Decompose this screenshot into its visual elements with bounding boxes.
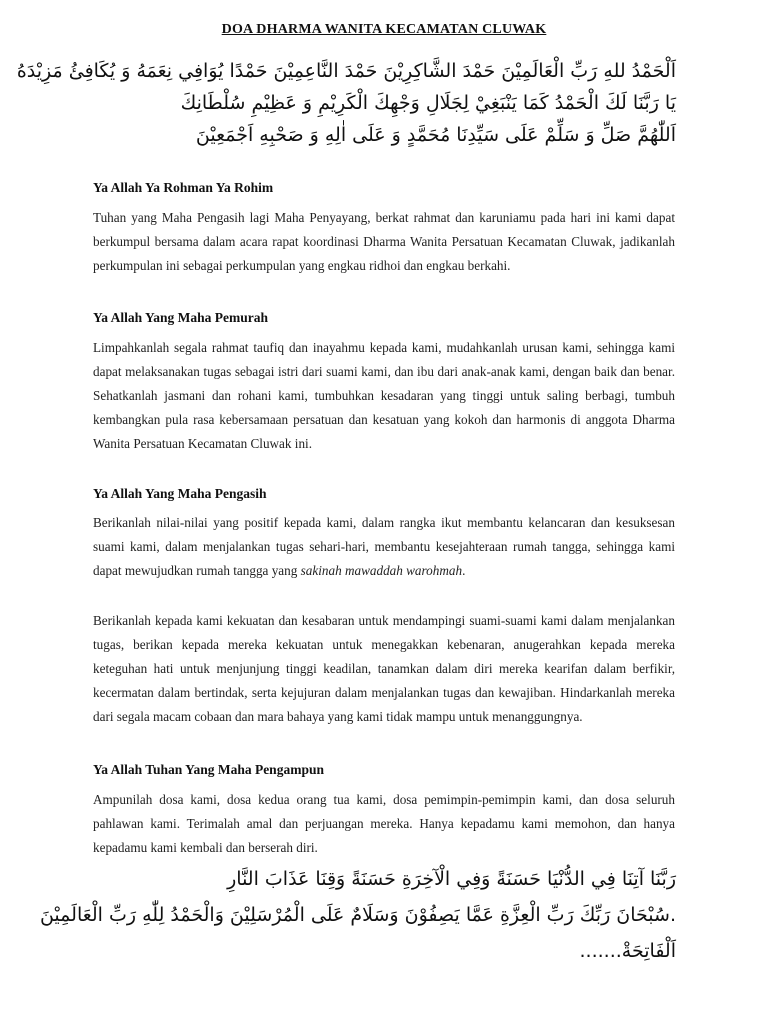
section-paragraph-pengampun: Ampunilah dosa kami, dosa kedua orang tua kami, dosa pemimpin-pemimpin kami, dan dosa seluruh pahlawan kami. Terimalah amal dan perjuangan mereka. Hanya kepadamu kami memohon, dan hanya kepadamu kami kembali dan berserah diri. [93, 792, 675, 855]
arabic-opening-line-3: اَللّٰهُمَّ صَلِّ وَ سَلِّمْ عَلَى سَيِّدِنَا مُحَمَّدٍ وَ عَلَى اٰلِهِ وَ صَحْبِهِ اَجْمَعِيْنَ [195, 124, 676, 146]
arabic-opening-line-1: اَلْحَمْدُ للهِ رَبِّ الْعَالَمِيْنَ حَمْدَ الشَّاكِرِيْنَ حَمْدَ النَّاعِمِيْنَ حَمْدًا يُوَافِي نِعَمَهُ وَ يُكَافِئُ مَزِيْدَهُ [16, 60, 676, 82]
paragraph-text: Berikanlah nilai-nilai yang positif kepada kami, dalam rangka ikut membantu kelancaran dan kesuksesan suami kami, dalam menjalankan tugas sehari-hari, membantu kesejahteraan rumah tangga, sehingga kami dapat mewujudkan rumah tangga yang [93, 515, 675, 578]
section-paragraph-pengasih-1: Berikanlah nilai-nilai yang positif kepada kami, dalam rangka ikut membantu kelancaran dan kesuksesan suami kami, dalam menjalankan tugas sehari-hari, membantu kesejahteraan rumah tangga, sehingga kami dapat mewujudkan rumah tangga yang sakinah mawaddah warohmah. [93, 515, 675, 578]
arabic-opening-line-2: يَا رَبَّنَا لَكَ الْحَمْدُ كَمَا يَنْبَغِيْ لِجَلَالِ وَجْهِكَ الْكَرِيْمِ وَ عَظِيْمِ سُلْطَانِكَ [180, 92, 676, 114]
document-title: DOA DHARMA WANITA KECAMATAN CLUWAK [221, 22, 547, 37]
section-paragraph-rohman: Tuhan yang Maha Pengasih lagi Maha Penyayang, berkat rahmat dan karuniamu pada hari ini kami dapat berkumpul bersama dalam acara rapat koordinasi Dharma Wanita Persatuan Kecamatan Cluwak, jadikanlah perkumpulan ini sebagai perkumpulan yang engkau ridhoi dan engkau berkahi. [93, 210, 675, 273]
section-heading-pemurah: Ya Allah Yang Maha Pemurah [93, 310, 269, 325]
italic-phrase: sakinah mawaddah warohmah [300, 563, 463, 578]
arabic-closing-line-2: .سُبْحَانَ رَبِّكَ رَبِّ الْعِزَّةِ عَمَّا يَصِفُوْنَ وَسَلَامٌ عَلَى الْمُرْسَلِيْنَ وَالْحَمْدُ لِلّٰهِ رَبِّ الْعَالَمِيْنَ [39, 904, 676, 926]
arabic-closing-line-1: رَبَّنَا آتِنَا فِي الدُّنْيَا حَسَنَةً وَفِي الْآخِرَةِ حَسَنَةً وَقِنَا عَذَابَ النَّارِ [227, 868, 676, 890]
section-heading-rohman: Ya Allah Ya Rohman Ya Rohim [93, 180, 274, 195]
arabic-closing-line-3: اَلْفَاتِحَةْ....... [579, 940, 676, 962]
section-paragraph-pemurah: Limpahkanlah segala rahmat taufiq dan inayahmu kepada kami, mudahkanlah urusan kami, sehingga kami dapat melaksanakan tugas sebagai istri dari suami kami, dan ibu dari anak-anak kami, dengan baik dan benar. Sehatkanlah jasmani dan rohani kami, tumbuhkan kesadaran yang tinggi untuk saling berbagi, tumbuh kembangkan pula rasa kebersamaan persatuan dan kesatuan yang kokoh dan harmonis di anggota Dharma Wanita Persatuan Kecamatan Cluwak ini. [93, 340, 675, 451]
section-heading-pengampun: Ya Allah Tuhan Yang Maha Pengampun [93, 762, 324, 777]
section-heading-pengasih: Ya Allah Yang Maha Pengasih [93, 486, 267, 501]
section-paragraph-pengasih-2: Berikanlah kepada kami kekuatan dan kesabaran untuk mendampingi suami-suami kami dalam menjalankan tugas, berikan kepada mereka kekuatan untuk menegakkan kebenaran, anugerahkan kepada mereka keteguhan hati untuk menjunjung tinggi keadilan, tanamkan dalam diri mereka kearifan dalam berfikir, kecermatan dalam bertindak, serta kejujuran dalam menjalankan tugas dan kewajiban. Hindarkanlah mereka dari segala macam cobaan dan mara bahaya yang kami tidak mampu untuk menanggungnya. [93, 613, 675, 724]
